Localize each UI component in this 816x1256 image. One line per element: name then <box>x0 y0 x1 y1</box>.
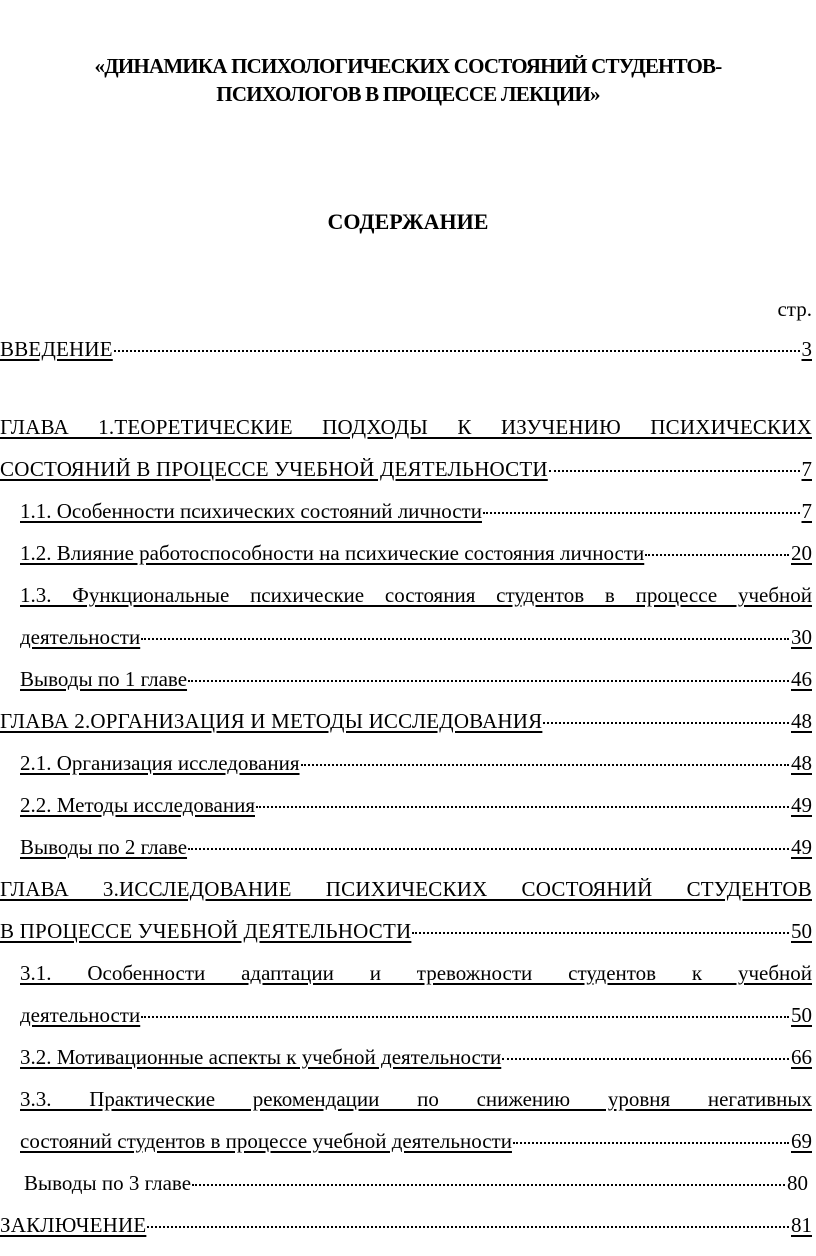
toc-entry-section-2-1[interactable] <box>20 749 812 777</box>
dot-leader <box>301 764 789 766</box>
dot-leader <box>188 680 789 682</box>
toc-entry-section-3-1-line-1[interactable] <box>20 959 812 987</box>
toc-entry-section-3-2[interactable] <box>20 1043 812 1071</box>
toc-entry-conclusions-2[interactable] <box>20 833 812 861</box>
toc-label: В ПРОЦЕССЕ УЧЕБНОЙ ДЕЯТЕЛЬНОСТИ <box>0 919 412 943</box>
toc-page-number: 20 <box>791 541 812 565</box>
toc-entry-chapter-2[interactable] <box>0 707 812 735</box>
toc-page-number: 7 <box>801 499 812 523</box>
toc-entry-conclusion[interactable] <box>0 1211 812 1239</box>
toc-label: 2.1. Организация исследования <box>20 751 300 775</box>
page-column-label: стр. <box>777 297 812 321</box>
toc-page-number: 7 <box>801 457 812 481</box>
toc-label: ГЛАВА 2.ОРГАНИЗАЦИЯ И МЕТОДЫ ИССЛЕДОВАНИЯ <box>0 709 543 733</box>
toc-page-number: 81 <box>791 1213 812 1237</box>
dot-leader <box>645 554 789 556</box>
toc-entry-chapter-3[interactable] <box>0 917 812 945</box>
toc-label: Выводы по 2 главе <box>20 835 188 859</box>
toc-page-number: 66 <box>791 1045 812 1069</box>
toc-label: 1.2. Влияние работоспособности на психические состояния личности <box>20 541 645 565</box>
toc-page-number: 50 <box>791 919 812 943</box>
toc-label: 1.3. Функциональные психические состояния студентов в процессе учебной <box>20 583 812 607</box>
title-line-1: «ДИНАМИКА ПСИХОЛОГИЧЕСКИХ СОСТОЯНИЙ СТУДЕНТОВ- <box>94 54 722 78</box>
dot-leader <box>549 470 800 472</box>
toc-label: Выводы по 1 главе <box>20 667 188 691</box>
toc-label: состояний студентов в процессе учебной деятельности <box>20 1129 512 1153</box>
toc-entry-section-3-3[interactable] <box>20 1127 812 1155</box>
toc-page-number: 48 <box>791 709 812 733</box>
dot-leader <box>188 848 789 850</box>
toc-page-number: 49 <box>791 793 812 817</box>
dot-leader <box>114 350 800 352</box>
contents-heading: СОДЕРЖАНИЕ <box>327 209 489 234</box>
toc-entry-section-2-2[interactable] <box>20 791 812 819</box>
toc-entry-section-1-2[interactable] <box>20 539 812 567</box>
toc-entry-introduction[interactable] <box>0 335 812 363</box>
toc-entry-chapter-1[interactable] <box>0 455 812 483</box>
toc-label: Выводы по 3 главе <box>24 1171 192 1195</box>
dot-leader <box>543 722 789 724</box>
toc-label: ВВЕДЕНИЕ <box>0 337 113 361</box>
dot-leader <box>141 1016 789 1018</box>
title-line-2: ПСИХОЛОГОВ В ПРОЦЕССЕ ЛЕКЦИИ» <box>216 82 600 106</box>
dot-leader <box>502 1058 789 1060</box>
toc-label: ГЛАВА 3.ИССЛЕДОВАНИЕ ПСИХИЧЕСКИХ СОСТОЯНИЙ СТУДЕНТОВ <box>0 877 812 901</box>
toc-entry-section-3-3-line-1[interactable] <box>20 1085 812 1113</box>
dot-leader <box>483 512 800 514</box>
toc-page-number: 30 <box>791 625 812 649</box>
toc-entry-conclusions-1[interactable] <box>20 665 812 693</box>
dot-leader <box>513 1142 789 1144</box>
dot-leader <box>256 806 789 808</box>
toc-label: 1.1. Особенности психических состояний личности <box>20 499 482 523</box>
toc-page-number: 80 <box>787 1171 808 1195</box>
toc-page-number: 46 <box>791 667 812 691</box>
toc-page-number: 49 <box>791 835 812 859</box>
toc-page-number: 69 <box>791 1129 812 1153</box>
toc-entry-chapter-1-line-1[interactable] <box>0 413 812 441</box>
toc-entry-chapter-3-line-1[interactable] <box>0 875 812 903</box>
toc-label: 3.3. Практические рекомендации по снижению уровня негативных <box>20 1087 812 1111</box>
toc-page-number: 50 <box>791 1003 812 1027</box>
toc-entry-conclusions-3[interactable] <box>24 1169 808 1197</box>
toc-label: СОСТОЯНИЙ В ПРОЦЕССЕ УЧЕБНОЙ ДЕЯТЕЛЬНОСТИ <box>0 457 548 481</box>
dot-leader <box>192 1184 785 1186</box>
dot-leader <box>147 1226 789 1228</box>
toc-entry-section-1-1[interactable] <box>20 497 812 525</box>
toc-entry-section-1-3-line-1[interactable] <box>20 581 812 609</box>
toc-page-number: 3 <box>801 337 812 361</box>
toc-label: деятельности <box>20 1003 141 1027</box>
toc-entry-section-3-1[interactable] <box>20 1001 812 1029</box>
toc-page-number: 48 <box>791 751 812 775</box>
toc-label: ЗАКЛЮЧЕНИЕ <box>0 1213 147 1237</box>
toc-label: 3.1. Особенности адаптации и тревожности студентов к учебной <box>20 961 812 985</box>
dot-leader <box>412 932 789 934</box>
toc-label: 3.2. Мотивационные аспекты к учебной деятельности <box>20 1045 502 1069</box>
toc-entry-section-1-3[interactable] <box>20 623 812 651</box>
toc-label: 2.2. Методы исследования <box>20 793 255 817</box>
dot-leader <box>141 638 789 640</box>
toc-label: ГЛАВА 1.ТЕОРЕТИЧЕСКИЕ ПОДХОДЫ К ИЗУЧЕНИЮ ПСИХИЧЕСКИХ <box>0 415 812 439</box>
toc-label: деятельности <box>20 625 141 649</box>
